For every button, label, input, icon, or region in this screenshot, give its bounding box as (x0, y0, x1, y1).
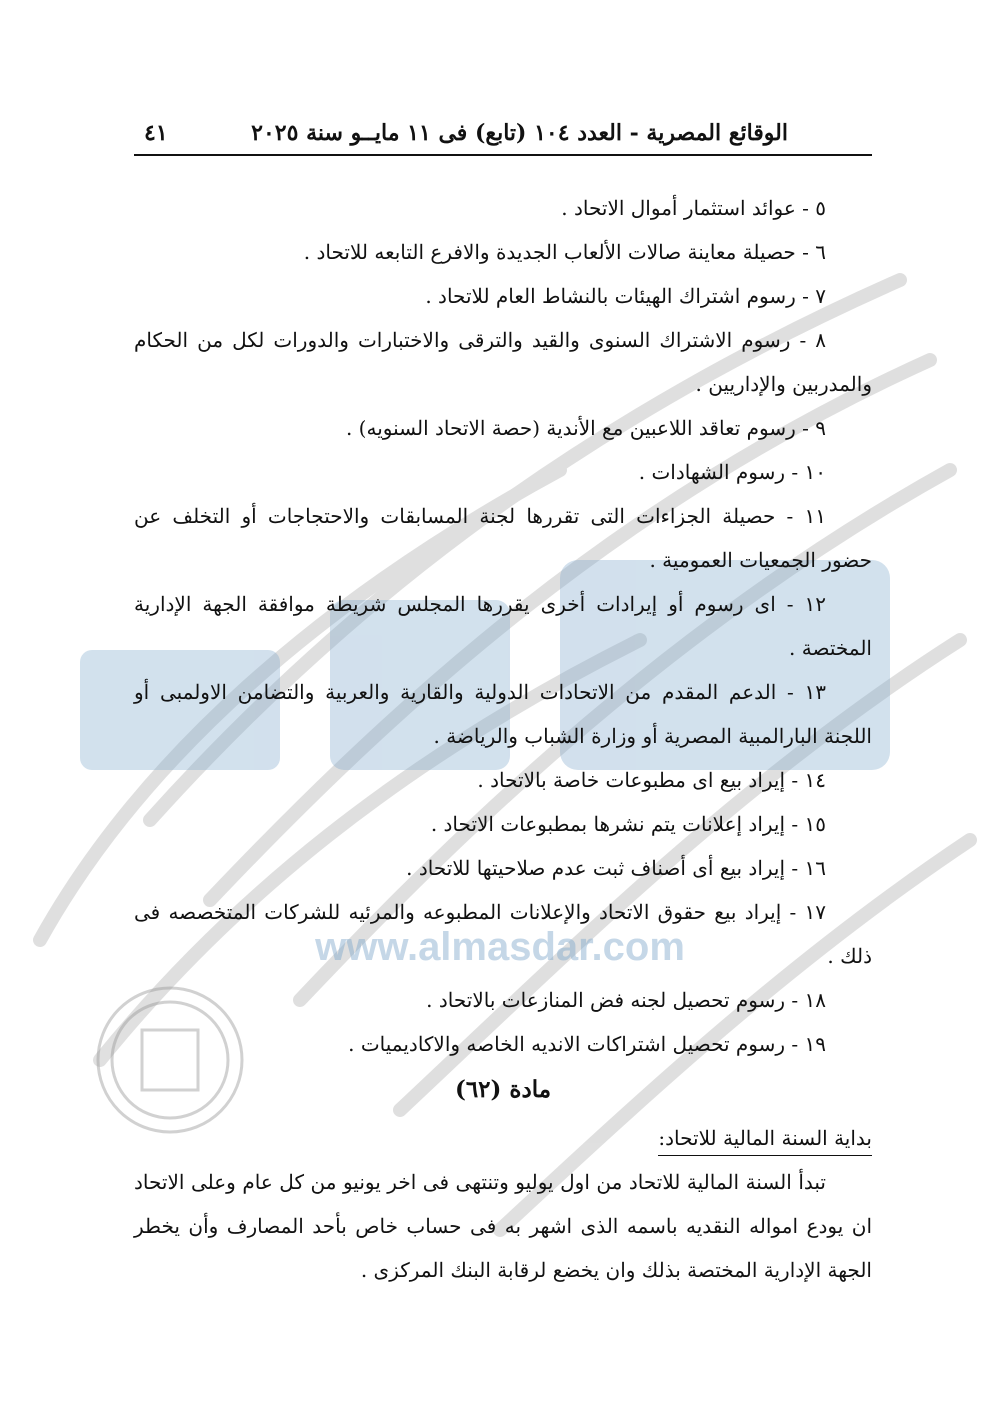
list-item: ٦ - حصيلة معاينة صالات الألعاب الجديدة والافرع التابعه للاتحاد . (303, 240, 826, 264)
section-label: بداية السنة المالية للاتحاد: (658, 1121, 872, 1156)
list-item: ١٠ - رسوم الشهادات . (638, 460, 826, 484)
list-item: ٨ - رسوم الاشتراك السنوى والقيد والترقى والاختبارات والدورات لكل من الحكام والمدربين والإداريين . (134, 328, 872, 396)
list-item: ١٩ - رسوم تحصيل اشتراكات الانديه الخاصه والاكاديميات . (348, 1032, 826, 1056)
list-item: ١٥ - إيراد إعلانات يتم نشرها بمطبوعات الاتحاد . (430, 812, 826, 836)
section-label-row (134, 1116, 872, 1160)
article-title: مادة (٦٢) (454, 1076, 552, 1103)
list-item: ١٤ - إيراد بيع اى مطبوعات خاصة بالاتحاد . (477, 768, 826, 792)
list-item: ٩ - رسوم تعاقد اللاعبين مع الأندية (حصة الاتحاد السنويه) . (345, 416, 826, 440)
article-paragraph: تبدأ السنة المالية للاتحاد من اول يوليو وتنتهى فى اخر يونيو من كل عام وعلى الاتحاد ان يودع امواله النقديه باسمه الذى اشهر به فى حساب خاص بأحد المصارف وأن يخطر الجهة الإدارية المختصة بذلك وان يخضع لرقابة البنك المركزى . (134, 1170, 872, 1282)
gazette-header-title: الوقائع المصرية - العدد ١٠٤ (تابع) فى ١١ مايــو سنة ٢٠٢٥ (251, 120, 788, 146)
page-header (134, 118, 872, 156)
document-body (134, 186, 872, 1292)
list-item: ١٧ - إيراد بيع حقوق الاتحاد والإعلانات المطبوعه والمرئيه للشركات المتخصصه فى ذلك . (134, 900, 872, 968)
list-item: ١٢ - اى رسوم أو إيرادات أخرى يقررها المجلس شريطة موافقة الجهة الإدارية المختصة . (134, 592, 872, 660)
list-item: ١٣ - الدعم المقدم من الاتحادات الدولية والقارية والعربية والتضامن الاولمبى أو اللجنة البارالمبية المصرية أو وزارة الشباب والرياضة . (134, 680, 872, 748)
list-item: ١١ - حصيلة الجزاءات التى تقررها لجنة المسابقات والاحتجاجات أو التخلف عن حضور الجمعيات العمومية . (134, 504, 872, 572)
page-number: ٤١ (144, 120, 168, 146)
list-item: ١٨ - رسوم تحصيل لجنه فض المنازعات بالاتحاد . (426, 988, 826, 1012)
list-item: ٥ - عوائد استثمار أموال الاتحاد . (561, 196, 826, 220)
list-item: ٧ - رسوم اشتراك الهيئات بالنشاط العام للاتحاد . (425, 284, 826, 308)
list-item: ١٦ - إيراد بيع أى أصناف ثبت عدم صلاحيتها للاتحاد . (406, 856, 826, 880)
watermark-site-text: www.almasdar.com (315, 925, 685, 969)
